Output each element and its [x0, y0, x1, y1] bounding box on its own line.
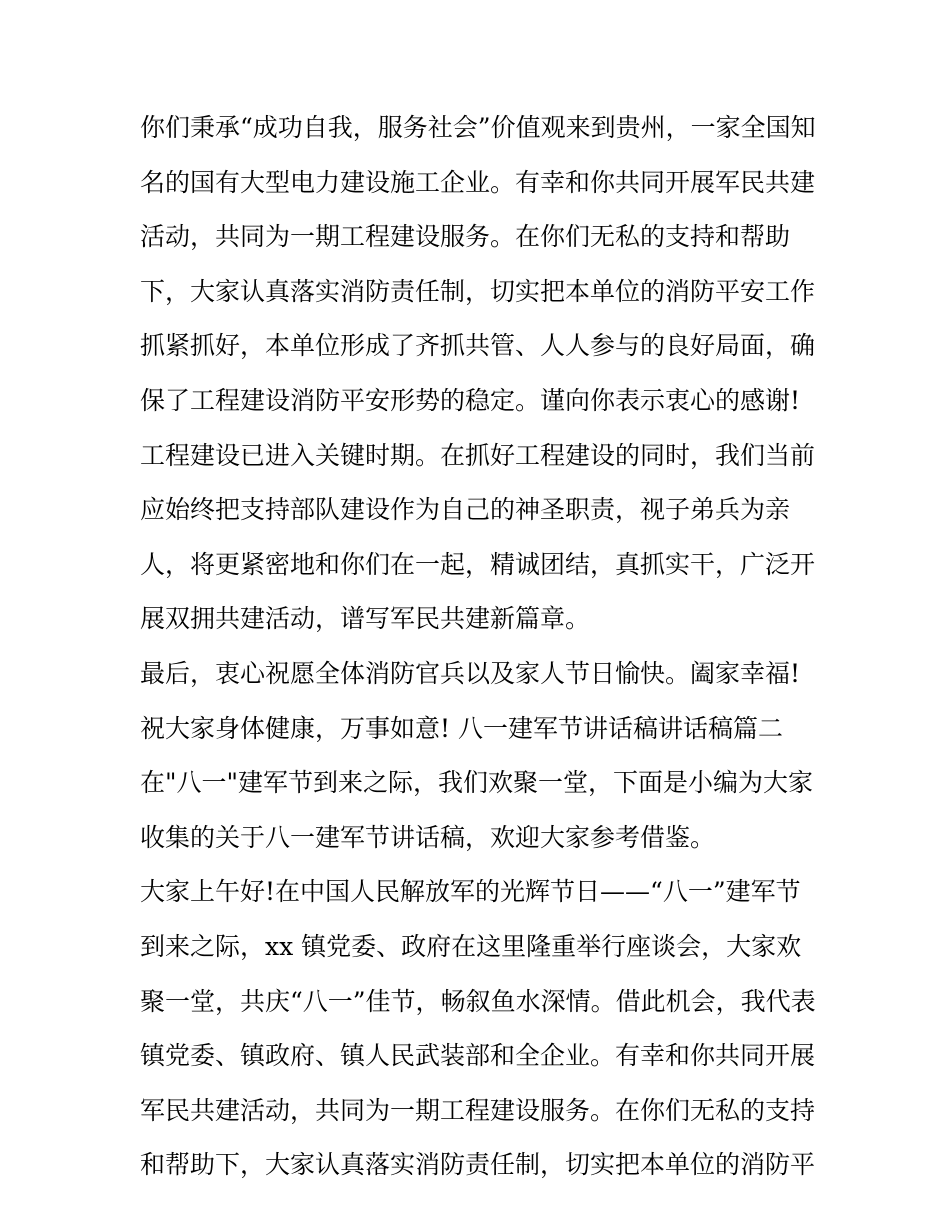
text-line: 活动，共同为一期工程建设服务。在你们无私的支持和帮助: [140, 222, 791, 252]
text-line: 到来之际，xx 镇党委、政府在这里隆重举行座谈会，大家欢: [140, 931, 802, 961]
text-line: 大家上午好!在中国人民解放军的光辉节日——“八一”建军节: [140, 877, 801, 907]
text-line: 应始终把支持部队建设作为自己的神圣职责，视子弟兵为亲: [140, 495, 791, 525]
text-line: 工程建设已进入关键时期。在抓好工程建设的同时，我们当前: [140, 440, 816, 470]
text-line: 军民共建活动，共同为一期工程建设服务。在你们无私的支持: [140, 1095, 816, 1125]
text-line: 人，将更紧密地和你们在一起，精诚团结，真抓实干，广泛开: [140, 549, 816, 579]
document-body: [140, 106, 820, 1198]
text-line: 在"八一"建军节到来之际，我们欢聚一堂，下面是小编为大家: [140, 768, 814, 798]
text-line: 你们秉承“成功自我，服务社会”价值观来到贵州，一家全国知: [140, 113, 816, 142]
text-line: 祝大家身体健康，万事如意! 八一建军节讲话稿讲话稿篇二: [140, 713, 783, 743]
text-line: 展双拥共建活动，谱写军民共建新篇章。: [140, 604, 591, 634]
text-line: 下，大家认真落实消防责任制，切实把本单位的消防平安工作: [140, 276, 816, 306]
text-line: 收集的关于八一建军节讲话稿，欢迎大家参考借鉴。: [140, 822, 716, 852]
text-line: 保了工程建设消防平安形势的稳定。谨向你表示衷心的感谢!: [140, 385, 801, 415]
text-line: 镇党委、镇政府、镇人民武装部和全企业。有幸和你共同开展: [140, 1041, 816, 1071]
text-line: 名的国有大型电力建设施工企业。有幸和你共同开展军民共建: [140, 167, 816, 197]
text-line: 和帮助下，大家认真落实消防责任制，切实把本单位的消防平: [140, 1150, 816, 1180]
text-line: 最后，衷心祝愿全体消防官兵以及家人节日愉快。阖家幸福!: [140, 658, 801, 688]
text-line: 抓紧抓好，本单位形成了齐抓共管、人人参与的良好局面，确: [140, 331, 816, 361]
text-line: 聚一堂，共庆“八一”佳节，畅叙鱼水深情。借此机会，我代表: [140, 986, 816, 1016]
